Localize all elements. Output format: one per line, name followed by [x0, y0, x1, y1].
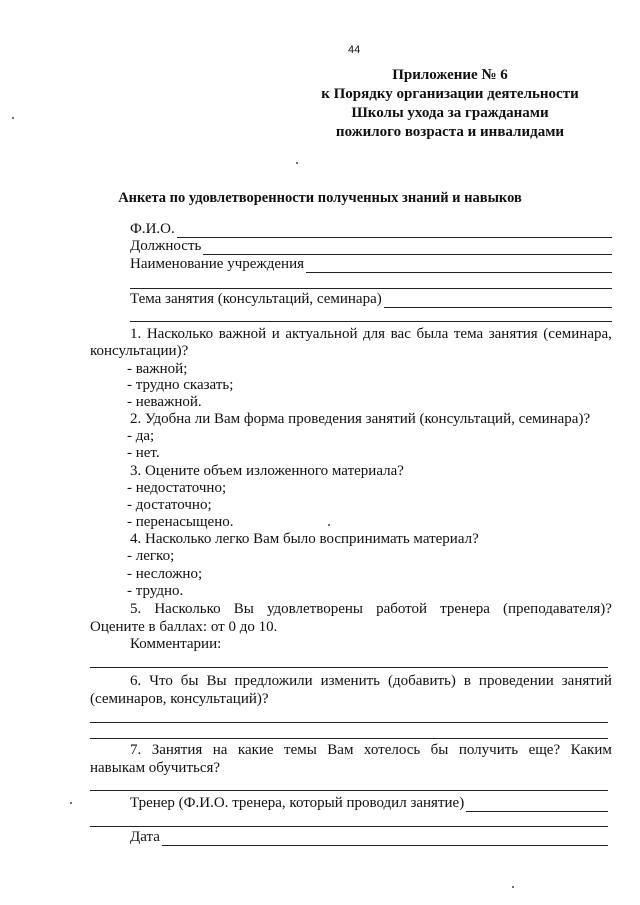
q7-word: получить: [458, 742, 519, 758]
q7-word: хотелось: [363, 742, 421, 758]
q4-question: 4. Насколько легко Вам было воспринимать материал?: [130, 531, 479, 547]
q5-word: Насколько: [154, 601, 221, 617]
q5-word: 5.: [130, 601, 142, 617]
q7-word: Занятия: [151, 742, 203, 758]
q2-option: - нет.: [127, 445, 160, 461]
q1-question-cont: консультации)?: [90, 343, 189, 359]
q6-answer-line[interactable]: [90, 738, 608, 739]
scan-speck: [512, 886, 514, 888]
q1-option: - неважной.: [127, 394, 202, 410]
topic-extra-line[interactable]: [130, 321, 612, 322]
q5-question: [130, 600, 612, 618]
q6-word: (добавить): [387, 673, 456, 689]
q6-question-cont: (семинаров, консультаций)?: [90, 691, 269, 707]
q7-word: Каким: [570, 742, 612, 758]
q1-word: занятия: [488, 326, 538, 342]
q5-question-cont: Оцените в баллах: от 0 до 10.: [90, 619, 278, 635]
q6-word: Вы: [206, 673, 227, 689]
q1-word: тема: [453, 326, 484, 342]
q5-comments-line[interactable]: [90, 667, 608, 668]
q1-word: актуальной: [285, 326, 358, 342]
scan-speck: [328, 524, 330, 526]
q7-answer-line[interactable]: [90, 790, 608, 791]
appendix-line-4: пожилого возраста и инвалидами: [335, 124, 565, 140]
date-field[interactable]: [130, 828, 608, 846]
q3-option: - недостаточно;: [127, 480, 227, 496]
q1-option: - важной;: [127, 361, 188, 377]
q7-question: [130, 741, 612, 759]
date-label: Дата: [130, 829, 160, 845]
form-title: Анкета по удовлетворенности полученных знаний и навыков: [118, 190, 522, 206]
q7-word: темы: [284, 742, 317, 758]
position-field[interactable]: [130, 237, 612, 255]
appendix-line-1: Приложение № 6: [392, 67, 508, 83]
q5-word: работой: [376, 601, 428, 617]
q7-word: бы: [430, 742, 449, 758]
q7-question-cont: навыкам обучиться?: [90, 760, 221, 776]
institution-field[interactable]: [130, 255, 612, 273]
q1-option: - трудно сказать;: [127, 377, 234, 393]
scan-speck: [70, 802, 72, 804]
fio-label: Ф.И.О.: [130, 221, 175, 237]
q6-answer-line[interactable]: [90, 722, 608, 723]
q1-word: и: [271, 326, 280, 342]
q7-word: какие: [237, 742, 274, 758]
appendix-line-3: Школы ухода за гражданами: [351, 105, 549, 121]
q1-word: была: [416, 326, 449, 342]
trainer-extra-line[interactable]: [90, 826, 608, 827]
q3-option: - перенасыщено.: [127, 514, 234, 530]
topic-field[interactable]: [130, 290, 612, 308]
q7-word: Вам: [327, 742, 354, 758]
q4-option: - несложно;: [127, 566, 203, 582]
q2-option: - да;: [127, 428, 155, 444]
q4-option: - трудно.: [127, 583, 184, 599]
q3-option: - достаточно;: [127, 497, 212, 513]
q6-word: бы: [180, 673, 199, 689]
appendix-line-2: к Порядку организации деятельности: [321, 86, 579, 102]
q6-word: занятий: [561, 673, 612, 689]
position-label: Должность: [130, 238, 202, 254]
q6-word: в: [463, 673, 471, 689]
q5-word: удовлетворены: [266, 601, 363, 617]
institution-label: Наименование учреждения: [130, 256, 305, 272]
page-number: 44: [348, 44, 361, 56]
q1-word: Насколько: [146, 326, 214, 342]
q6-word: 6.: [130, 673, 142, 689]
topic-label: Тема занятия (консультаций, семинара): [130, 291, 382, 307]
q1-word: вас: [390, 326, 411, 342]
q1-word: важной: [218, 326, 267, 342]
fio-field[interactable]: [130, 220, 612, 238]
q7-word: на: [212, 742, 228, 758]
q7-word: 7.: [130, 742, 142, 758]
q6-word: Что: [149, 673, 173, 689]
q7-word: еще?: [528, 742, 561, 758]
scan-speck: [296, 162, 298, 164]
q2-question: 2. Удобна ли Вам форма проведения занятий (консультаций, семинара)?: [130, 411, 591, 427]
q6-word: предложили: [234, 673, 313, 689]
q4-option: - легко;: [127, 548, 175, 564]
q6-word: изменить: [320, 673, 380, 689]
institution-extra-line[interactable]: [130, 288, 612, 289]
q1-word: 1.: [130, 326, 142, 342]
q6-question: [130, 672, 612, 690]
q1-word: для: [363, 326, 386, 342]
q1-word: (семинара,: [543, 326, 612, 342]
q5-word: Вы: [233, 601, 254, 617]
scan-speck: [12, 117, 14, 119]
q5-word: (преподавателя)?: [502, 601, 612, 617]
q5-comments-label: Комментарии:: [130, 636, 222, 652]
trainer-field[interactable]: [130, 794, 608, 812]
q5-word: тренера: [440, 601, 490, 617]
q1-question: [130, 325, 612, 343]
q3-question: 3. Оцените объем изложенного материала?: [130, 463, 404, 479]
q6-word: проведении: [478, 673, 554, 689]
trainer-label: Тренер (Ф.И.О. тренера, который проводил занятие): [130, 795, 465, 811]
